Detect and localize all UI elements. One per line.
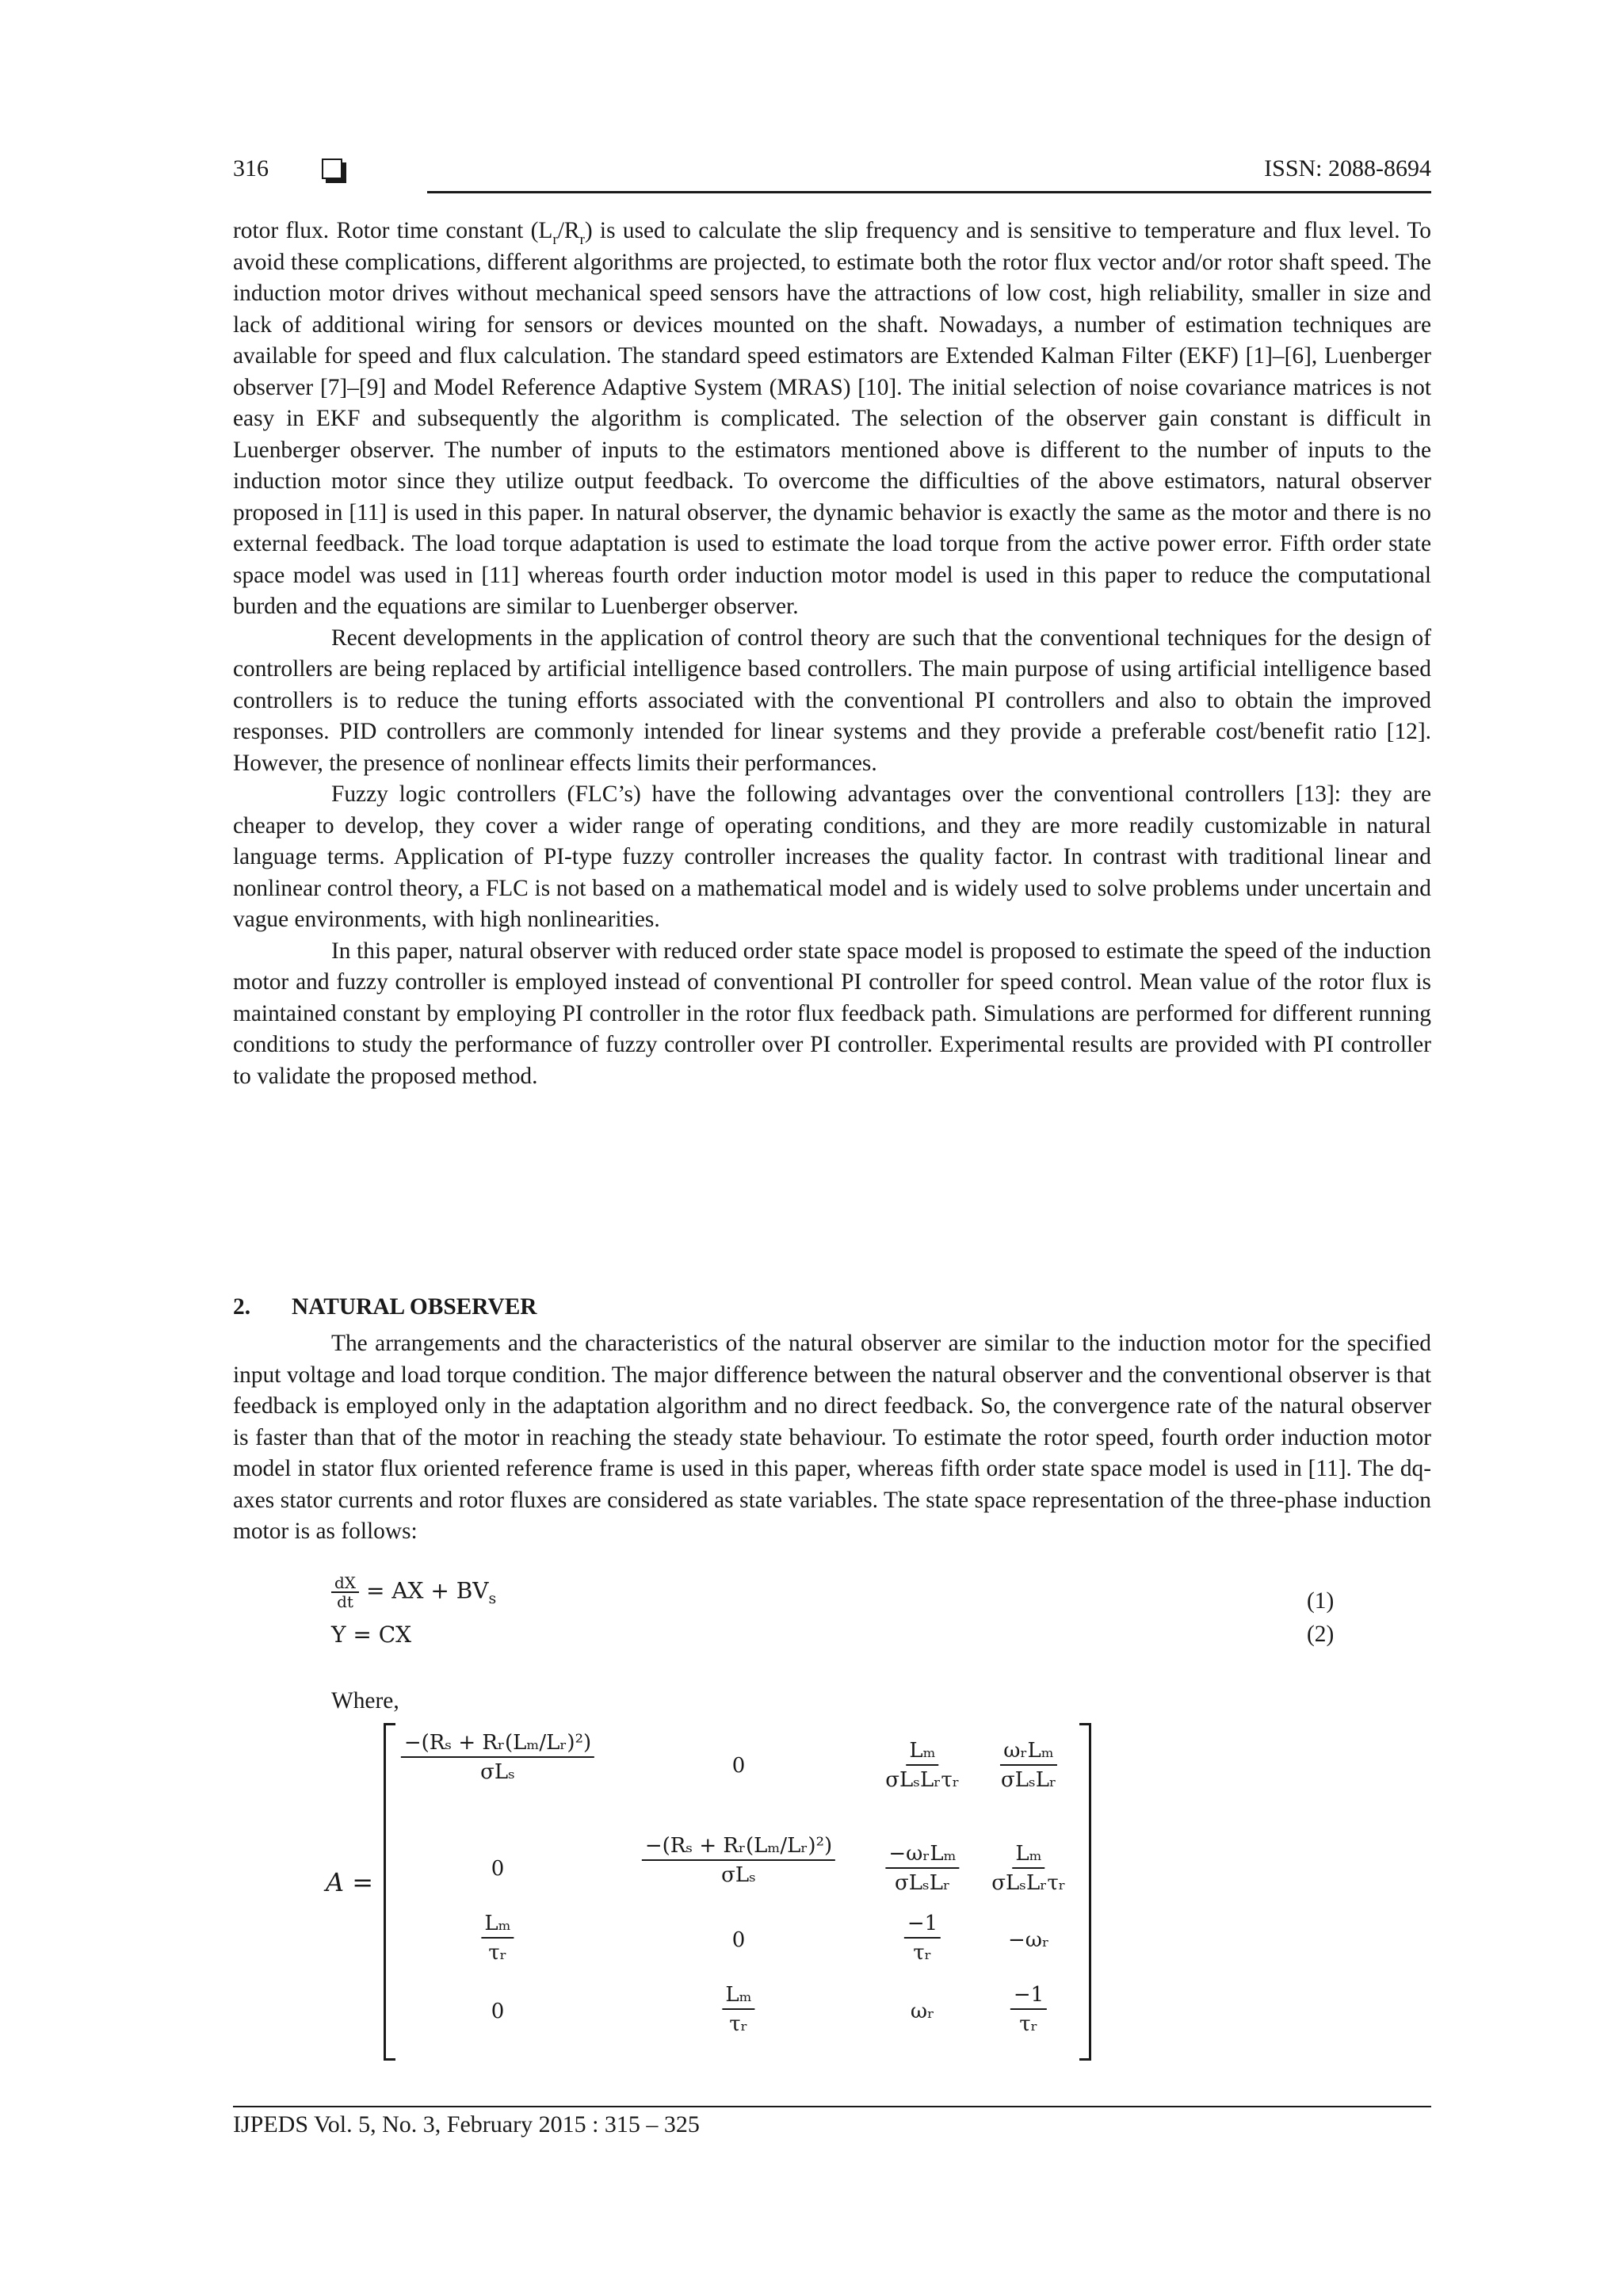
paragraph-4: In this paper, natural observer with reduced order state space model is proposed to estimate the speed of the induction motor and fuzzy controller is employed instead of conventional PI controller for speed control. Mean value of the rotor flux is maintained constant by employing PI controller in the rotor flux feedback path. Simulations are performed for different running conditions to study the performance of fuzzy controller over PI controller. Experimental results are provided with PI controller to validate the proposed method. — [233, 938, 1431, 1089]
issn: ISSN: 2088-8694 — [1264, 155, 1431, 181]
page-number: 316 — [233, 155, 269, 181]
matrix-a43: ωᵣ — [910, 2000, 935, 2023]
matrix-label: A = — [326, 1867, 374, 1897]
intro-text — [233, 216, 1431, 1092]
page-header — [233, 155, 1431, 192]
p1-subscript-1: r — [552, 231, 558, 248]
p1-text-b: /R — [557, 218, 580, 243]
where-label: Where, — [331, 1688, 399, 1713]
matrix-a12: 0 — [731, 1754, 746, 1778]
section-2-paragraph: The arrangements and the characteristics of the natural observer are similar to the induction motor for the specified input voltage and load torque condition. The major difference between the natural observer and the conventional observer is that feedback is employed only in the adaptation algorithm and no direct feedback. So, the convergence rate of the natural observer is faster than that of the motor in reaching the steady state behaviour. To estimate the rotor speed, fourth order induction motor model in stator flux oriented reference frame is used in this paper, whereas fifth order state space model is used in [11]. The dq-axes stator currents and rotor fluxes are considered as state variables. The state space representation of the three-phase induction motor is as follows: — [233, 1331, 1431, 1544]
paragraph-3: Fuzzy logic controllers (FLC’s) have the following advantages over the conventional controllers [13]: they are cheaper to develop, they cover a wider range of operating conditions, and they are more readily customizable in natural language terms. Application of PI-type fuzzy controller increases the quality factor. In contrast with traditional linear and nonlinear control theory, a FLC is not based on a mathematical model and is widely used to solve problems under uncertain and vague environments, with high nonlinearities. — [233, 781, 1431, 932]
matrix-a14: ωᵣLₘ σLₛLᵣ — [1000, 1739, 1057, 1792]
equation-2: Y = CX — [331, 1622, 412, 1648]
matrix-right-bracket — [1079, 1723, 1091, 2061]
matrix-a41: 0 — [491, 2000, 505, 2023]
matrix-a31: Lₘ τᵣ — [481, 1910, 514, 1967]
matrix-a11: −(Rₛ + Rᵣ(Lₘ/Lᵣ)²) σLₛ — [401, 1729, 594, 1786]
p1-subscript-2: r — [579, 231, 585, 248]
section-number: 2. — [233, 1294, 251, 1320]
paragraph-2: Recent developments in the application of control theory are such that the conventional techniques for the design of controllers are being replaced by artificial intelligence based controllers. The main purpose of using artificial intelligence based controllers is to reduce the tuning efforts associated with the conventional PI controllers and also to obtain the improved responses. PID controllers are commonly intended for linear systems and they provide a preferable cost/benefit ratio [12]. However, the presence of nonlinear effects limits their performances. — [233, 625, 1431, 776]
matrix-a24: Lₘ σLₛLᵣτᵣ — [991, 1842, 1066, 1895]
matrix-a22: −(Rₛ + Rᵣ(Lₘ/Lᵣ)²) σLₛ — [642, 1832, 835, 1889]
p1-text-a: rotor flux. Rotor time constant (L — [233, 218, 553, 243]
matrix-a34: −ωᵣ — [1007, 1928, 1050, 1952]
section-title: NATURAL OBSERVER — [292, 1294, 537, 1320]
section-heading — [233, 1294, 537, 1320]
matrix-a44: −1 τᵣ — [1010, 1981, 1047, 2038]
footer-citation: IJPEDS Vol. 5, No. 3, February 2015 : 315 – 325 — [233, 2111, 700, 2137]
equation-1 — [331, 1574, 496, 1610]
header-box-icon — [322, 159, 342, 179]
matrix-a23: −ωᵣLₘ σLₛLᵣ — [885, 1840, 959, 1897]
matrix-a13: Lₘ σLₛLᵣτᵣ — [885, 1739, 960, 1792]
footer-rule — [233, 2106, 1431, 2107]
matrix-a42: Lₘ τᵣ — [722, 1981, 754, 2038]
equation-2-label: (2) — [1307, 1622, 1335, 1647]
eq1-rhs: = AX + BV — [365, 1577, 489, 1604]
matrix-a21: 0 — [491, 1857, 505, 1881]
equation-1-label: (1) — [1307, 1588, 1335, 1614]
paragraph-1 — [233, 216, 1431, 623]
matrix-a33: −1 τᵣ — [904, 1910, 941, 1967]
eq1-rhs-subscript: s — [488, 1590, 497, 1608]
p1-text-c: ) is used to calculate the slip frequency and is sensitive to temperature and flux level. To avoid these complications, different algorithms are projected, to estimate both the rotor flux vector and/or rotor shaft speed. The induction motor drives without mechanical speed sensors have the attractions of low cost, high reliability, smaller in size and lack of additional wiring for sensors or devices mounted on the shaft. Nowadays, a number of estimation techniques are available for speed and flux calculation. The standard speed estimators are Extended Kalman Filter (EKF) [1]–[6], Luenberger observer [7]–[9] and Model Reference Adaptive System (MRAS) [10]. The initial selection of noise covariance matrices is not easy in EKF and subsequently the algorithm is complicated. The selection of the observer gain constant is difficult in Luenberger observer. The number of inputs to the estimators mentioned above is different to the number of inputs to the induction motor since they utilize output feedback. To overcome the difficulties of the above estimators, natural observer proposed in [11] is used in this paper. In natural observer, the dynamic behavior is exactly the same as the motor and there is no external feedback. The load torque adaptation is used to estimate the load torque from the active power error. Fifth order state space model was used in [11] whereas fourth order induction motor model is used in this paper to reduce the computational burden and the equations are similar to Luenberger observer. — [233, 218, 1431, 619]
eq1-derivative: $\frac{dX}{dt}$ — [331, 1574, 359, 1610]
section-2-text — [233, 1328, 1431, 1548]
matrix-a32: 0 — [731, 1928, 746, 1952]
matrix-left-bracket — [384, 1723, 395, 2061]
header-rule — [427, 191, 1431, 193]
